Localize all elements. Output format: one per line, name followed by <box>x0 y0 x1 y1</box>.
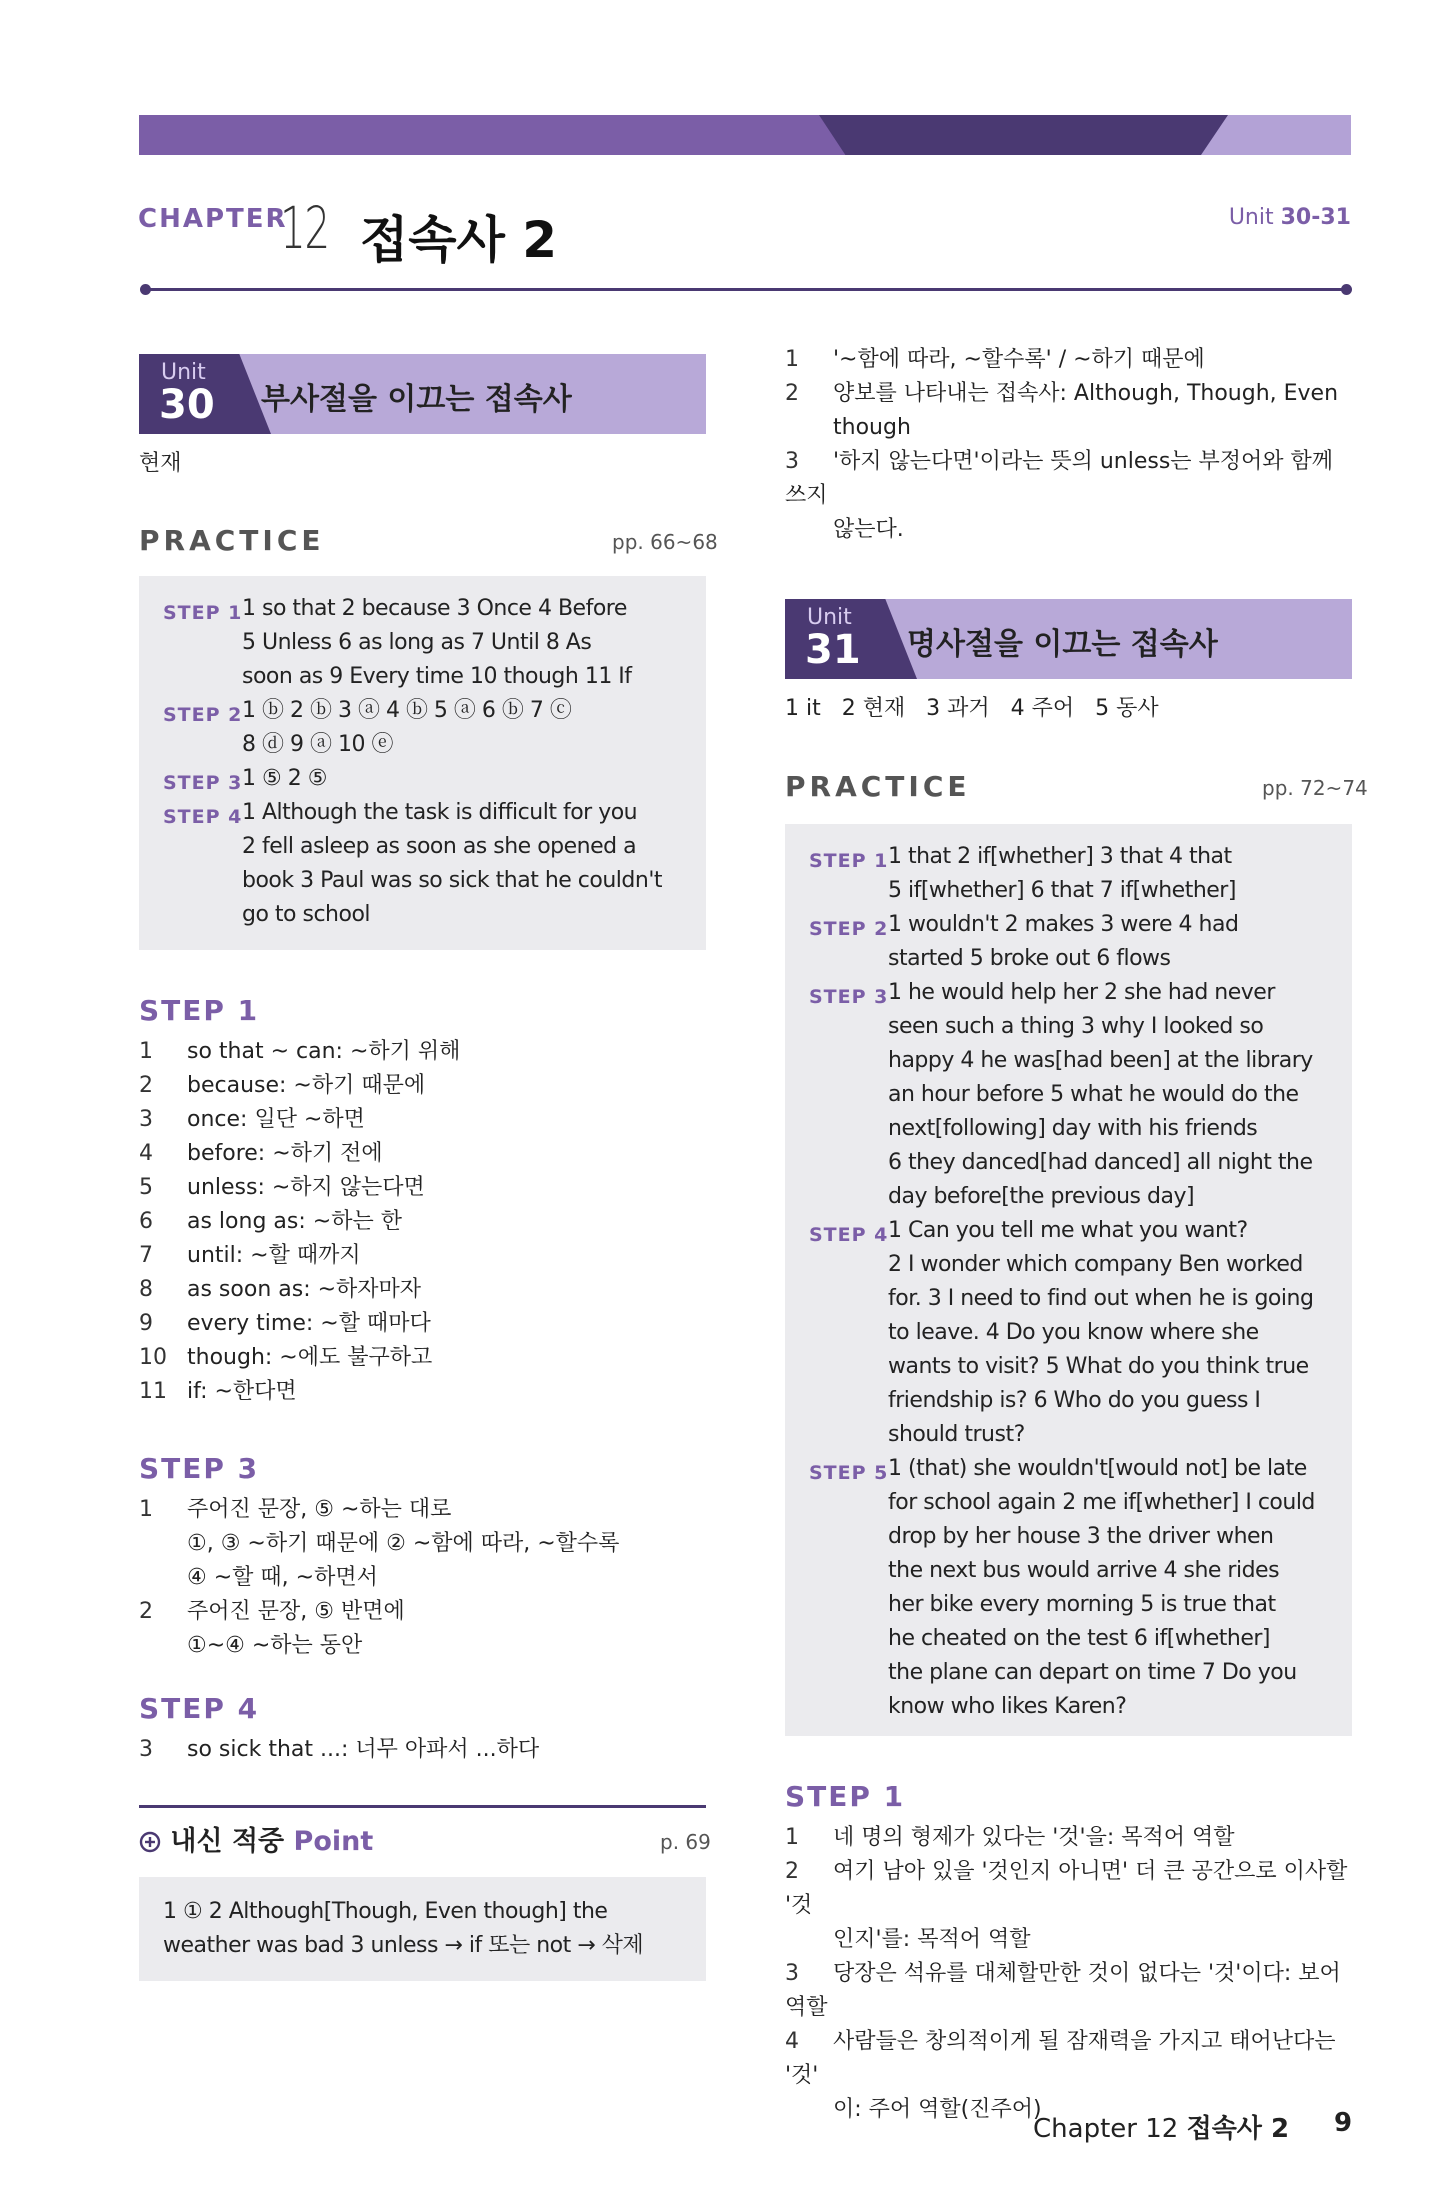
practice-step-label: STEP 4 <box>809 1224 889 1246</box>
chapter-title: 접속사 2 <box>360 211 558 269</box>
list-item: ①~④ ~하는 동안 <box>187 1633 363 1658</box>
unit-range-prefix: Unit <box>1228 205 1274 230</box>
point-divider <box>139 1805 706 1808</box>
practice-answer-line: 8 ⓓ 9 ⓐ 10 ⓔ <box>242 732 393 757</box>
unit-31-step1-list <box>785 1821 1355 2127</box>
practice-answer-line: 5 if[whether] 6 that 7 if[whether] <box>888 878 1236 903</box>
unit-31-word: Unit <box>807 605 852 630</box>
unit-31-practice-pages: pp. 72~74 <box>1262 776 1368 800</box>
list-item: though <box>833 415 911 440</box>
unit-30-header <box>139 354 706 434</box>
unit-31-header <box>785 599 1352 679</box>
point-title-prefix: 내신 적중 <box>170 1826 285 1857</box>
unit-30-step4-list <box>139 1733 706 1767</box>
practice-step-label: STEP 1 <box>809 850 889 872</box>
practice-answer-line: 1 (that) she wouldn't[would not] be late <box>888 1456 1307 1481</box>
practice-answer-line: the next bus would arrive 4 she rides <box>888 1558 1280 1583</box>
list-item: 7 until: ~할 때까지 <box>139 1243 361 1268</box>
practice-answer-line: her bike every morning 5 is true that <box>888 1592 1276 1617</box>
list-item: 9 every time: ~할 때마다 <box>139 1311 431 1336</box>
list-item: 8 as soon as: ~하자마자 <box>139 1277 422 1302</box>
point-answer-line: 1 ① 2 Although[Though, Even though] the <box>163 1899 608 1924</box>
list-item: 1 네 명의 형제가 있다는 '것'을: 목적어 역할 <box>785 1825 1235 1850</box>
practice-answer-line: 1 ⑤ 2 ⑤ <box>242 766 327 791</box>
practice-answer-line: friendship is? 6 Who do you guess I <box>888 1388 1261 1413</box>
practice-answer-line: 1 Can you tell me what you want? <box>888 1218 1248 1243</box>
unit-30-title: 부사절을 이끄는 접속사 <box>261 382 572 417</box>
unit-30-step4-heading: STEP 4 <box>139 1692 260 1725</box>
practice-answer-line: 5 Unless 6 as long as 7 Until 8 As <box>242 630 592 655</box>
unit-range-value: 30-31 <box>1280 205 1351 230</box>
unit-30-step3-list <box>139 1493 706 1663</box>
practice-answer-line: for school again 2 me if[whether] I could <box>888 1490 1315 1515</box>
list-item: 2 양보를 나타내는 접속사: Although, Though, Even <box>785 381 1339 406</box>
unit-30-step1-heading: STEP 1 <box>139 994 260 1027</box>
point-answer-box <box>139 1877 706 1981</box>
banner-dark-stripe <box>819 115 1259 155</box>
practice-answer-line: book 3 Paul was so sick that he couldn't <box>242 868 662 893</box>
unit-30-practice-heading: PRACTICE <box>139 524 325 557</box>
list-item: 3 '하지 않는다면'이라는 뜻의 unless는 부정어와 함께 쓰지 <box>785 449 1334 508</box>
practice-answer-line: happy 4 he was[had been] at the library <box>888 1048 1313 1073</box>
practice-step-label: STEP 2 <box>163 704 243 726</box>
list-item: 3 당장은 석유를 대체할만한 것이 없다는 '것'이다: 보어 역할 <box>785 1961 1341 2020</box>
unit-30-number: 30 <box>159 382 215 428</box>
practice-step-label: STEP 3 <box>809 986 889 1008</box>
unit-30-word: Unit <box>161 360 206 385</box>
practice-answer-line: 1 ⓑ 2 ⓑ 3 ⓐ 4 ⓑ 5 ⓐ 6 ⓑ 7 ⓒ <box>242 698 572 723</box>
practice-answer-line: know who likes Karen? <box>888 1694 1127 1719</box>
list-item: 3 so sick that ...: 너무 아파서 ...하다 <box>139 1737 540 1762</box>
practice-answer-line: 2 I wonder which company Ben worked <box>888 1252 1303 1277</box>
practice-answer-line: soon as 9 Every time 10 though 11 If <box>242 664 632 689</box>
list-item: 인지'를: 목적어 역할 <box>833 1927 1031 1952</box>
list-item: 11 if: ~한다면 <box>139 1379 297 1404</box>
page-number: 9 <box>1334 2108 1353 2138</box>
practice-answer-line: he cheated on the test 6 if[whether] <box>888 1626 1271 1651</box>
practice-step-label: STEP 1 <box>163 602 243 624</box>
practice-answer-line: the plane can depart on time 7 Do you <box>888 1660 1297 1685</box>
practice-answer-line: 1 so that 2 because 3 Once 4 Before <box>242 596 627 621</box>
practice-answer-line: 6 they danced[had danced] all night the <box>888 1150 1313 1175</box>
practice-answer-line: day before[the previous day] <box>888 1184 1195 1209</box>
point-answer-line: weather was bad 3 unless → if 또는 not → 삭제 <box>163 1933 644 1958</box>
list-item: 3 once: 일단 ~하면 <box>139 1107 365 1132</box>
divider-dot-left <box>140 284 151 295</box>
top-banner <box>139 115 1351 155</box>
unit-31-intro: 1 it 2 현재 3 과거 4 주어 5 동사 <box>785 696 1159 721</box>
list-item: 2 여기 남아 있을 '것인지 아니면' 더 큰 공간으로 이사할 '것 <box>785 1859 1348 1918</box>
unit-31-practice-heading: PRACTICE <box>785 770 971 803</box>
list-item: 2 because: ~하기 때문에 <box>139 1073 426 1098</box>
chapter-number: 12 <box>280 194 329 262</box>
practice-step-label: STEP 4 <box>163 806 243 828</box>
list-item: ④ ~할 때, ~하면서 <box>187 1565 378 1590</box>
unit-30-step3-heading: STEP 3 <box>139 1452 260 1485</box>
practice-answer-line: 1 that 2 if[whether] 3 that 4 that <box>888 844 1232 869</box>
footer-chapter-label: Chapter 12 <box>1033 2114 1179 2144</box>
list-item: 1 주어진 문장, ⑤ ~하는 대로 <box>139 1497 452 1522</box>
unit-30-notes-list <box>785 343 1355 547</box>
divider-dot-right <box>1341 284 1352 295</box>
unit-30-intro: 현재 <box>139 451 182 476</box>
list-item: 2 주어진 문장, ⑤ 반면에 <box>139 1599 405 1624</box>
footer-chapter-title: 접속사 2 <box>1186 2114 1290 2144</box>
list-item: 이: 주어 역할(진주어) <box>833 2097 1042 2122</box>
practice-answer-line: 1 wouldn't 2 makes 3 were 4 had <box>888 912 1239 937</box>
practice-answer-line: to leave. 4 Do you know where she <box>888 1320 1259 1345</box>
practice-answer-line: wants to visit? 5 What do you think true <box>888 1354 1309 1379</box>
list-item: 10 though: ~에도 불구하고 <box>139 1345 433 1370</box>
point-page: p. 69 <box>660 1830 711 1854</box>
practice-answer-line: 2 fell asleep as soon as she opened a <box>242 834 637 859</box>
practice-answer-line: 1 he would help her 2 she had never <box>888 980 1275 1005</box>
practice-answer-line: 1 Although the task is difficult for you <box>242 800 638 825</box>
list-item: 않는다. <box>833 517 904 542</box>
practice-answer-line: seen such a thing 3 why I looked so <box>888 1014 1264 1039</box>
practice-step-label: STEP 2 <box>809 918 889 940</box>
practice-answer-line: go to school <box>242 902 371 927</box>
practice-answer-line: an hour before 5 what he would do the <box>888 1082 1299 1107</box>
list-item: 4 before: ~하기 전에 <box>139 1141 383 1166</box>
practice-answer-line: for. 3 I need to find out when he is going <box>888 1286 1314 1311</box>
list-item: 1 '~함에 따라, ~할수록' / ~하기 때문에 <box>785 347 1205 372</box>
chapter-word: CHAPTER <box>138 204 288 234</box>
footer-chapter <box>1033 2108 1289 2145</box>
practice-step-label: STEP 5 <box>809 1462 889 1484</box>
practice-answer-line: drop by her house 3 the driver when <box>888 1524 1274 1549</box>
point-title-word: Point <box>293 1826 374 1857</box>
unit-31-title: 명사절을 이끄는 접속사 <box>907 627 1218 662</box>
practice-answer-line: started 5 broke out 6 flows <box>888 946 1171 971</box>
list-item: 5 unless: ~하지 않는다면 <box>139 1175 425 1200</box>
list-item: 1 so that ~ can: ~하기 위해 <box>139 1039 461 1064</box>
unit-31-number: 31 <box>805 627 861 673</box>
list-item: 6 as long as: ~하는 한 <box>139 1209 402 1234</box>
point-title <box>139 1819 373 1858</box>
practice-step-label: STEP 3 <box>163 772 243 794</box>
list-item: ①, ③ ~하기 때문에 ② ~함에 따라, ~할수록 <box>187 1531 620 1556</box>
list-item: 4 사람들은 창의적이게 될 잠재력을 가지고 태어난다는 '것' <box>785 2029 1336 2088</box>
unit-30-practice-box <box>139 576 706 950</box>
header-divider <box>145 288 1347 291</box>
unit-30-practice-pages: pp. 66~68 <box>612 530 718 554</box>
practice-answer-line: next[following] day with his friends <box>888 1116 1258 1141</box>
plus-circle-icon <box>139 1831 161 1853</box>
unit-range <box>1229 205 1351 230</box>
unit-30-step1-list <box>139 1035 706 1409</box>
unit-31-step1-heading: STEP 1 <box>785 1780 906 1813</box>
practice-answer-line: should trust? <box>888 1422 1025 1447</box>
unit-31-practice-box <box>785 824 1352 1736</box>
